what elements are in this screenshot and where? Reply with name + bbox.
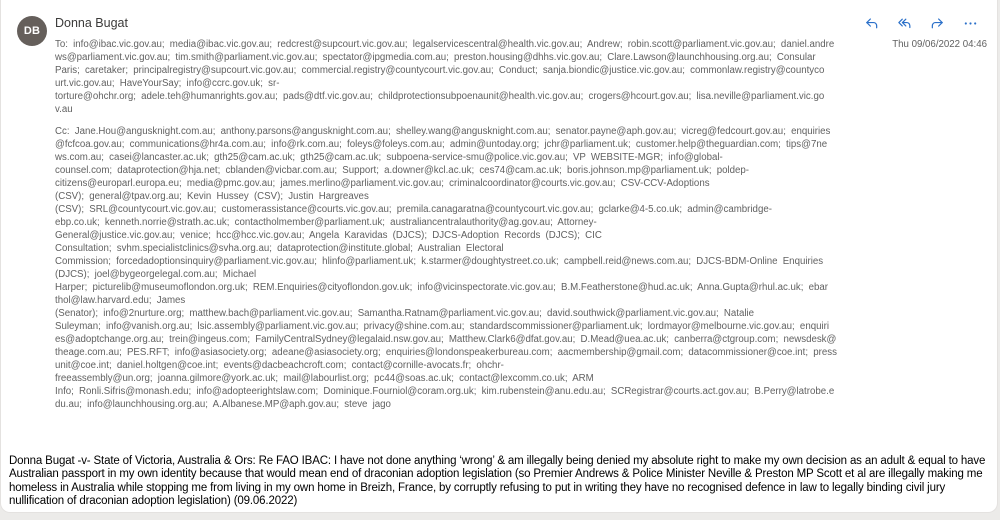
to-recipients-line[interactable]: ws@parliament.vic.gov.au; tim.smith@parliament.vic.gov.au; spectator@ipgmedia.com.au; preston.housing@dhhs.vic.gov.au; Clare.Lawson@launchhousing.org.au; Consular: [55, 52, 816, 63]
cc-recipients-line[interactable]: (DJCS); joel@bygeorgelegal.com.au; Michael: [55, 269, 257, 280]
cc-recipients-line[interactable]: (Senator); info@2nurture.org; matthew.bach@parliament.vic.gov.au; Samantha.Ratnam@parliament.vic.gov.au; david.southwick@parliament.vic.gov.au; Natalie: [55, 308, 755, 319]
cc-recipients-line[interactable]: Cc: Jane.Hou@angusknight.com.au; anthony.parsons@angusknight.com.au; shelley.wang@angusknight.com.au; senator.payne@aph.gov.au; vicreg@fedcourt.gov.au; enquiries: [55, 126, 831, 137]
email-header: [1, 0, 997, 411]
sender-name[interactable]: Donna Bugat: [55, 16, 128, 30]
email-body-preview: Donna Bugat -v- State of Victoria, Australia & Ors: Re FAO IBAC: I have not done anything ‘wrong’ & am illegally being denied my absolute right to make my own decision as an adult & equal to have Australian passport in my own identity because that would mean end of draconian adoption legislation (so Premier Andrews & Police Minister Neville & Preston MP Scott et al are illegally making me homeless in Australia while stopping me from living in my own home in Breizh, France, by corruptly refusing to put in writing they have no recognised defence in law to legally binding civil jury nullification of draconian adoption legislation) (09.06.2022): [9, 455, 986, 508]
cc-recipients-line[interactable]: General@justice.vic.gov.au; venice; hcc@hcc.vic.gov.au; Angela Karavidas (DJCS); DJCS-Adoption Records (DJCS); CIC: [55, 230, 602, 241]
header-content: [47, 14, 993, 411]
cc-recipients-line[interactable]: Info; Ronli.Sifris@monash.edu; info@adopteerightslaw.com; Dominique.Fourniol@coram.org.uk; kim.rubenstein@anu.edu.au; SCRegistrar@courts.act.gov.au; B.Perry@latrobe.e: [55, 386, 835, 397]
cc-recipients-line[interactable]: freeassembly@un.org; joanna.gilmore@york.ac.uk; mail@labourlist.org; pc44@soas.ac.uk; contact@lexcomm.co.uk; ARM: [55, 373, 594, 384]
cc-recipients-line[interactable]: es@adoptchange.org.au; trein@ingeus.com; FamilyCentralSydney@legalaid.nsw.gov.au; Matthew.Clark6@dfat.gov.au; D.Mead@uea.ac.uk; canberra@ctgroup.com; newsdesk@: [55, 334, 837, 345]
to-recipients-line[interactable]: torture@ohchr.org; adele.teh@humanrights.gov.au; pads@dtf.vic.gov.au; childprotectionsubpoenaunit@health.vic.gov.au; crogers@hcourt.gov.au; lisa.neville@parliament.vic.go: [55, 91, 825, 102]
cc-field: [55, 125, 993, 411]
cc-recipients-line[interactable]: counsel.com; dataprotection@hja.net; cblanden@vicbar.com.au; Support; a.downer@kcl.ac.uk; ces74@cam.ac.uk; boris.johnson.mp@parliament.uk; poldep-: [55, 165, 750, 176]
cc-recipients-line[interactable]: Suleyman; info@vanish.org.au; lsic.assembly@parliament.vic.gov.au; privacy@shine.com.au; standardscommissioner@parliament.uk; lordmayor@melbourne.vic.gov.au; enquiri: [55, 321, 830, 332]
forward-icon[interactable]: [928, 15, 946, 31]
cc-recipients-line[interactable]: Commission; forcedadoptionsinquiry@parliament.vic.gov.au; hlinfo@parliament.uk; k.starmer@doughtystreet.co.uk; campbell.reid@news.com.au; DJCS-BDM-Online Enquiries: [55, 256, 824, 267]
more-actions-icon[interactable]: [961, 15, 979, 31]
reply-all-icon[interactable]: [895, 15, 913, 31]
cc-recipients-line[interactable]: ws.com.au; casei@lancaster.ac.uk; gth25@cam.ac.uk; gth25@cam.ac.uk; subpoena-service-smu@police.vic.gov.au; VP WEBSITE-MGR; info@global-: [55, 152, 723, 163]
cc-recipients-line[interactable]: Harper; picturelib@museumoflondon.org.uk; REM.Enquiries@cityoflondon.gov.uk; info@vicinspectorate.vic.gov.au; B.M.Featherstone@hud.ac.uk; Anna.Gupta@rhul.ac.uk; ebar: [55, 282, 828, 293]
cc-recipients-line[interactable]: ebp.co.uk; kenneth.norrie@strath.ac.uk; contactholmember@parliament.uk; australiancentralauthority@ag.gov.au; Attorney-: [55, 217, 597, 228]
reply-icon[interactable]: [862, 15, 880, 31]
to-field: [55, 38, 875, 116]
cc-recipients-line[interactable]: Consultation; svhm.specialistclinics@svha.org.au; dataprotection@institute.global; Australian Electoral: [55, 243, 504, 254]
to-recipients-line[interactable]: Paris; caretaker; principalregistry@supcourt.vic.gov.au; commercial.registry@countycourt.vic.gov.au; Conduct; sanja.biondic@justice.vic.gov.au; commonlaw.registry@countyco: [55, 65, 825, 76]
avatar[interactable]: DB: [17, 16, 47, 46]
to-row: [55, 38, 993, 116]
to-recipients-line[interactable]: v.au: [55, 104, 73, 115]
cc-recipients-line[interactable]: theage.com.au; PES.RFT; info@asiasociety.org; adeane@asiasociety.org; enquiries@londonspeakerbureau.com; aacmembership@gmail.com; datacommissioner@coe.int; press: [55, 347, 837, 358]
cc-recipients-line[interactable]: (CSV); SRL@countycourt.vic.gov.au; customerassistance@courts.vic.gov.au; premila.canagaratna@countycourt.vic.gov.au; gclarke@4-5.co.uk; admin@cambridge-: [55, 204, 772, 215]
cc-recipients-line[interactable]: thol@law.harvard.edu; James: [55, 295, 186, 306]
cc-recipients-line[interactable]: unit@coe.int; daniel.holtgen@coe.int; events@dacbeachcroft.com; contact@cornille-avocats.fr; ohchr-: [55, 360, 504, 371]
cc-recipients-line[interactable]: @fcfcoa.gov.au; communications@hr4a.com.au; info@rk.com.au; foleys@foleys.com.au; admin@untoday.org; jchr@parliament.uk; customer.help@theguardian.com; tips@7ne: [55, 139, 828, 150]
received-date: Thu 09/06/2022 04:46: [892, 39, 987, 50]
message-action-icons: [862, 14, 993, 31]
cc-recipients-line[interactable]: citizens@europarl.europa.eu; media@pmc.gov.au; james.merlino@parliament.vic.gov.au; criminalcoordinator@courts.vic.gov.au; CSV-CCV-Adoptions: [55, 178, 710, 189]
cc-recipients-line[interactable]: du.au; info@launchhousing.org.au; A.Albanese.MP@aph.gov.au; steve jago: [55, 399, 391, 410]
to-recipients-line[interactable]: To: info@ibac.vic.gov.au; media@ibac.vic.gov.au; redcrest@supcourt.vic.gov.au; legalservicescentral@health.vic.gov.au; Andrew; robin.scott@parliament.vic.gov.au; daniel.andre: [55, 39, 835, 50]
cc-recipients-line[interactable]: (CSV); general@tpav.org.au; Kevin Hussey (CSV); Justin Hargreaves: [55, 191, 369, 202]
sender-row: [55, 14, 993, 32]
to-recipients-line[interactable]: urt.vic.gov.au; HaveYourSay; info@ccrc.gov.uk; sr-: [55, 78, 280, 89]
